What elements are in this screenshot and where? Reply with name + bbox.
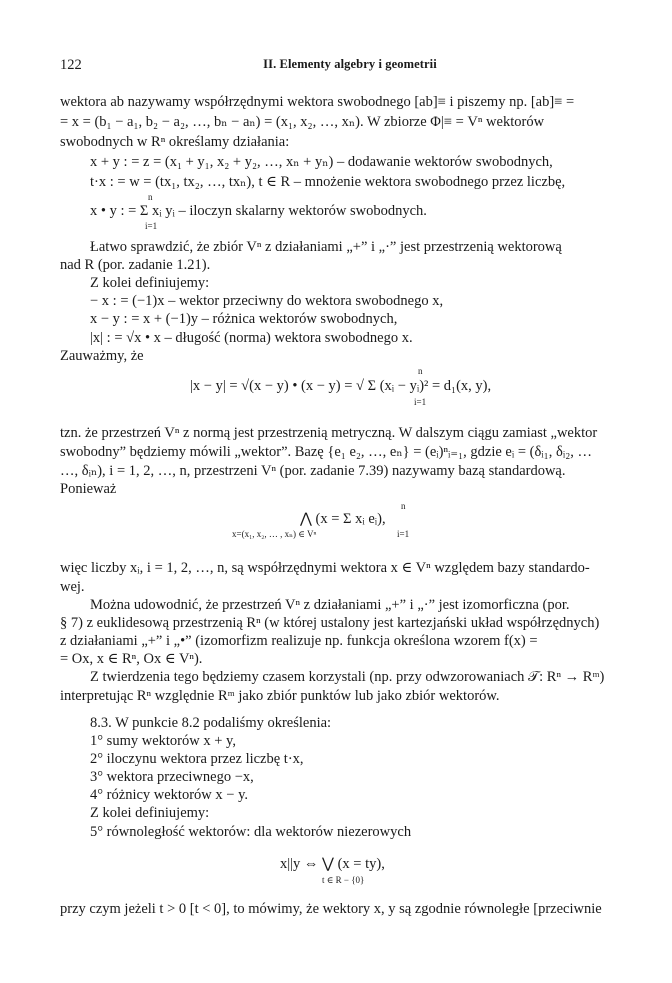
text-line: interpretując Rⁿ względnie Rᵐ jako zbiór punktów lub jako zbiór wektorów. xyxy=(60,688,500,704)
display-equation: |x − y| = √(x − y) • (x − y) = √ Σ (xᵢ − yᵢ)² = d₁(x, y), xyxy=(190,378,492,394)
text-line: swobodny” będziemy mówili „wektor”. Bazę {e₁ e₂, …, eₙ} = (eᵢ)ⁿᵢ₌₁, gdzie eᵢ = (δᵢ₁, δᵢ₂, … xyxy=(60,444,592,460)
text-line: Z twierdzenia tego będziemy czasem korzystali (np. przy odwzorowaniach 𝒯: Rⁿ → Rᵐ) xyxy=(90,669,605,685)
running-head: II. Elementy algebry i geometrii xyxy=(263,57,437,71)
sum-upper-limit: n xyxy=(148,192,153,202)
list-item: 4° różnicy wektorów x − y. xyxy=(90,787,248,803)
text-line: |x| : = √x • x – długość (norma) wektora swobodnego x. xyxy=(90,330,413,346)
page-number: 122 xyxy=(60,57,82,73)
text-line: tzn. że przestrzeń Vⁿ z normą jest przestrzenią metryczną. W dalszym ciągu zamiast „wektor xyxy=(60,425,598,441)
text-line: Z kolei definiujemy: xyxy=(90,275,210,291)
display-equation: x||y ⇔ ⋁ (x = ty), xyxy=(280,856,385,872)
sum-upper-limit: n xyxy=(418,366,423,376)
text-line: = x = (b₁ − a₁, b₂ − a₂, …, bₙ − aₙ) = (x₁, x₂, …, xₙ). W zbiorze Φ|≡ = Vⁿ wektorów xyxy=(60,114,545,130)
page-header xyxy=(60,57,640,77)
text-line: § 7) z euklidesową przestrzenią Rⁿ (w której ustalony jest kartezjański układ współrzędnych) xyxy=(60,615,600,631)
vee-subscript: t ∈ R − {0} xyxy=(322,875,365,885)
text-line: przy czym jeżeli t > 0 [t < 0], to mówimy, że wektory x, y są zgodnie równoległe [przeciwnie xyxy=(60,901,602,917)
list-item: 1° sumy wektorów x + y, xyxy=(90,733,236,749)
text-line: Łatwo sprawdzić, że zbiór Vⁿ z działaniami „+” i „·” jest przestrzenią wektorową xyxy=(90,239,562,255)
wedge-subscript: x=(x₁, x₂, … , xₙ) ∈ Vⁿ xyxy=(232,529,317,539)
section-heading: 8.3. W punkcie 8.2 podaliśmy określenia: xyxy=(90,715,332,731)
text-line: Z kolei definiujemy: xyxy=(90,805,210,821)
sum-lower-limit: i=1 xyxy=(397,529,410,539)
text-line: wektora ab nazywamy współrzędnymi wektora swobodnego [ab]≡ i piszemy np. [ab]≡ = xyxy=(60,94,575,110)
sum-lower-limit: i=1 xyxy=(145,221,158,231)
text-line: Można udowodnić, że przestrzeń Vⁿ z działaniami „+” i „·” jest izomorficzna (por. xyxy=(90,597,570,613)
text-line: = Ox, x ∈ Rⁿ, Ox ∈ Vⁿ). xyxy=(60,651,203,667)
text-line: Ponieważ xyxy=(60,481,117,497)
list-item: 3° wektora przeciwnego −x, xyxy=(90,769,254,785)
list-item: 2° iloczynu wektora przez liczbę t·x, xyxy=(90,751,304,767)
list-item: 5° równoległość wektorów: dla wektorów niezerowych xyxy=(90,824,412,840)
display-equation: ⋀ (x = Σ xᵢ eᵢ), xyxy=(300,511,386,527)
text-line: z działaniami „+” i „•” (izomorfizm realizuje np. funkcja określona wzorem f(x) = xyxy=(60,633,538,649)
text-line: x • y : = Σ xᵢ yᵢ – iloczyn skalarny wektorów swobodnych. xyxy=(90,203,427,219)
text-line: x − y : = x + (−1)y – różnica wektorów swobodnych, xyxy=(90,311,398,327)
text-line: t·x : = w = (tx₁, tx₂, …, txₙ), t ∈ R – mnożenie wektora swobodnego przez liczbę, xyxy=(90,174,566,190)
text-line: x + y : = z = (x₁ + y₁, x₂ + y₂, …, xₙ + yₙ) – dodawanie wektorów swobodnych, xyxy=(90,154,553,170)
text-line: Zauważmy, że xyxy=(60,348,144,364)
text-line: nad R (por. zadanie 1.21). xyxy=(60,257,211,273)
sum-lower-limit: i=1 xyxy=(414,397,427,407)
text-line: − x : = (−1)x – wektor przeciwny do wektora swobodnego x, xyxy=(90,293,444,309)
text-line: …, δᵢₙ), i = 1, 2, …, n, przestrzeni Vⁿ (por. zadanie 7.39) nazywamy bazą standardową. xyxy=(60,463,566,479)
text-line: więc liczby xᵢ, i = 1, 2, …, n, są współrzędnymi wektora x ∈ Vⁿ względem bazy standardo- xyxy=(60,560,590,576)
sum-upper-limit: n xyxy=(401,501,406,511)
text-line: wej. xyxy=(60,579,85,595)
text-line: swobodnych w Rⁿ określamy działania: xyxy=(60,134,290,150)
